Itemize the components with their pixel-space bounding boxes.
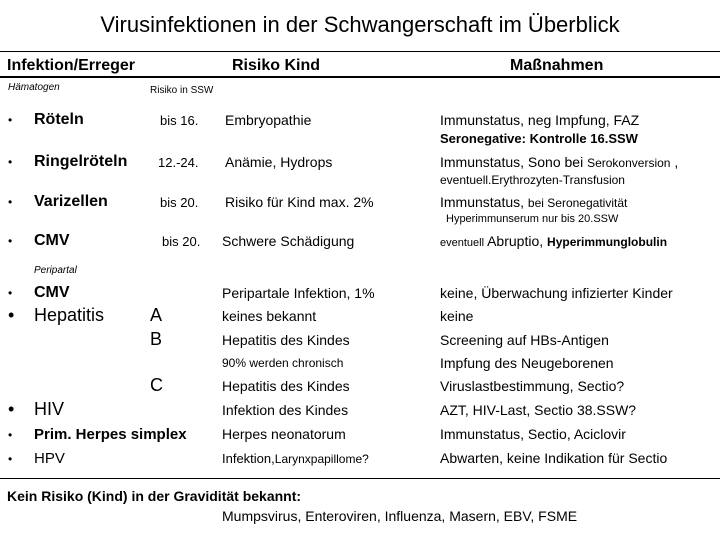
- hepatitis-letter-c: C: [150, 375, 163, 395]
- header-measures: Maßnahmen: [510, 57, 604, 74]
- row-measure-roeteln: Immunstatus, neg Impfung, FAZ: [440, 112, 640, 128]
- row-measure-peri-cmv: keine, Überwachung infizierter Kinder: [440, 285, 673, 301]
- row-risk-hep-c: Hepatitis des Kindes: [222, 378, 350, 394]
- row-measure2-hep-b: Impfung des Neugeborenen: [440, 355, 614, 371]
- footer-line2: Mumpsvirus, Enteroviren, Influenza, Masern, EBV, FSME: [222, 508, 578, 524]
- header-bottom-rule: [0, 76, 720, 78]
- row-measure2-ringel: eventuell.Erythrozyten-Transfusion: [440, 173, 625, 187]
- row-risk2-hep-b: 90% werden chronisch: [222, 356, 344, 370]
- row-timing-cmv: bis 20.: [162, 234, 201, 249]
- row-risk-varizellen: Risiko für Kind max. 2%: [225, 194, 374, 210]
- bullet: •: [8, 195, 13, 209]
- bullet: •: [8, 428, 13, 442]
- hepatitis-letter-a: A: [150, 305, 163, 325]
- bullet: •: [8, 234, 13, 248]
- row-risk-ringel: Anämie, Hydrops: [225, 154, 333, 170]
- row-name-peri-cmv: CMV: [34, 284, 70, 301]
- row-name-hepatitis: Hepatitis: [34, 305, 105, 325]
- page-title: Virusinfektionen in der Schwangerschaft im Überblick: [100, 12, 620, 37]
- row-timing-varizellen: bis 20.: [160, 195, 199, 210]
- bullet: •: [8, 452, 13, 466]
- hepatitis-letter-b: B: [150, 329, 163, 349]
- row-measure-hep-a: keine: [440, 308, 474, 324]
- row-timing-roeteln: bis 16.: [160, 113, 199, 128]
- row-measure-hiv: AZT, HIV-Last, Sectio 38.SSW?: [440, 402, 637, 418]
- row-measure-hpv: Abwarten, keine Indikation für Sectio: [440, 450, 668, 466]
- row-timing-ringel: 12.-24.: [158, 155, 199, 170]
- row-risk-roeteln: Embryopathie: [225, 112, 312, 128]
- header-top-rule: [0, 51, 720, 52]
- row-risk-herpes: Herpes neonatorum: [222, 426, 346, 442]
- row-name-varizellen: Varizellen: [34, 193, 108, 210]
- header-infection: Infektion/Erreger: [7, 57, 136, 74]
- row-risk-cmv: Schwere Schädigung: [222, 233, 355, 249]
- bullet: •: [8, 305, 15, 325]
- footer-line1: Kein Risiko (Kind) in der Gravidität bekannt:: [7, 488, 302, 504]
- row-risk-hpv: Infektion,Larynxpapillome?: [222, 451, 369, 466]
- row-risk-hep-b: Hepatitis des Kindes: [222, 332, 350, 348]
- row-measure-cmv: eventuell Abruptio, Hyperimmunglobulin: [440, 233, 668, 249]
- row-name-herpes: Prim. Herpes simplex: [34, 426, 187, 443]
- row-measure-hep-b: Screening auf HBs-Antigen: [440, 332, 609, 348]
- row-measure-varizellen: Immunstatus, bei Seronegativität: [440, 194, 628, 210]
- footer-rule: [0, 478, 720, 479]
- row-risk-hiv: Infektion des Kindes: [222, 402, 349, 418]
- row-risk-hep-a: keines bekannt: [222, 308, 317, 324]
- bullet: •: [8, 286, 13, 300]
- bullet: •: [8, 399, 15, 419]
- row-measure2-varizellen: Hyperimmunserum nur bis 20.SSW: [446, 213, 619, 225]
- row-measure-hep-c: Viruslastbestimmung, Sectio?: [440, 378, 625, 394]
- row-risk-peri-cmv: Peripartale Infektion, 1%: [222, 285, 375, 301]
- header-risk: Risiko Kind: [232, 57, 321, 74]
- bullet: •: [8, 113, 13, 127]
- bullet: •: [8, 155, 13, 169]
- row-name-roeteln: Röteln: [34, 111, 84, 128]
- row-measure-ringel: Immunstatus, Sono bei Serokonversion ,: [440, 154, 679, 170]
- group-label-haematogen: Hämatogen: [8, 82, 60, 93]
- row-name-hpv: HPV: [34, 450, 65, 467]
- group-label-peripartal: Peripartal: [34, 265, 77, 276]
- row-name-ringel: Ringelröteln: [34, 153, 128, 170]
- row-measure-herpes: Immunstatus, Sectio, Aciclovir: [440, 426, 626, 442]
- row-name-hiv: HIV: [34, 399, 65, 419]
- timing-label: Risiko in SSW: [150, 85, 214, 96]
- row-name-cmv: CMV: [34, 232, 70, 249]
- row-measure2-roeteln: Seronegative: Kontrolle 16.SSW: [440, 131, 638, 146]
